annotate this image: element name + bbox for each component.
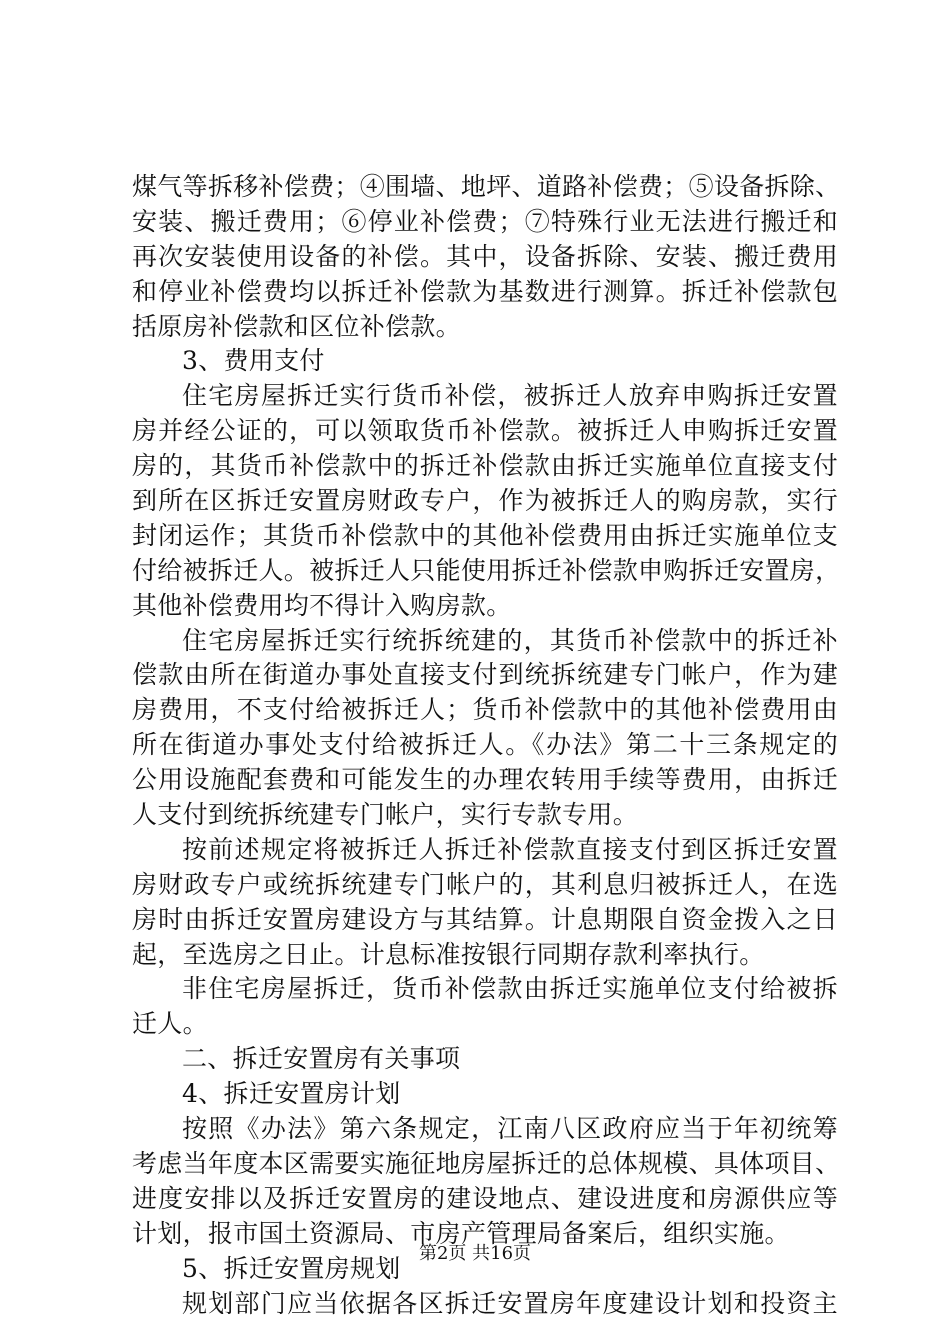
text-line: 煤气等拆移补偿费；④围墙、地坪、道路补偿费；⑤设备拆除、 bbox=[132, 172, 841, 201]
text-line: 房的，其货币补偿款中的拆迁补偿款由拆迁实施单位直接支付 bbox=[132, 451, 838, 481]
text-line: 偿款由所在街道办事处直接支付到统拆统建专门帐户，作为建 bbox=[132, 660, 838, 690]
text-line: 括原房补偿款和区位补偿款。 bbox=[132, 311, 461, 341]
text-line: 住宅房屋拆迁实行统拆统建的，其货币补偿款中的拆迁补 bbox=[182, 625, 838, 655]
text-line: 人支付到统拆统建专门帐户，实行专款专用。 bbox=[132, 800, 639, 830]
text-line: 计划，报市国土资源局、市房产管理局备案后，组织实施。 bbox=[132, 1218, 790, 1248]
text-line: 房费用，不支付给被拆迁人；货币补偿款中的其他补偿费用由 bbox=[132, 695, 838, 725]
text-line: 和停业补偿费均以拆迁补偿款为基数进行测算。拆迁补偿款包 bbox=[132, 276, 838, 306]
text-line: 进度安排以及拆迁安置房的建设地点、建设进度和房源供应等 bbox=[132, 1183, 838, 1213]
text-line: 规划部门应当依据各区拆迁安置房年度建设计划和投资主 bbox=[182, 1288, 838, 1318]
text-line: 考虑当年度本区需要实施征地房屋拆迁的总体规模、具体项目、 bbox=[132, 1148, 841, 1178]
text-line: 房财政专户或统拆统建专门帐户的，其利息归被拆迁人，在选 bbox=[132, 869, 838, 899]
text-line: 按前述规定将被拆迁人拆迁补偿款直接支付到区拆迁安置 bbox=[182, 834, 838, 864]
text-line: 二、拆迁安置房有关事项 bbox=[182, 1044, 461, 1074]
text-line: 再次安装使用设备的补偿。其中，设备拆除、安装、搬迁费用 bbox=[132, 241, 838, 271]
text-line: 4、拆迁安置房计划 bbox=[182, 1079, 401, 1109]
text-line: 非住宅房屋拆迁，货币补偿款由拆迁实施单位支付给被拆 bbox=[182, 974, 838, 1004]
text-line: 安装、搬迁费用；⑥停业补偿费；⑦特殊行业无法进行搬迁和 bbox=[132, 206, 838, 236]
text-line: 公用设施配套费和可能发生的办理农转用手续等费用，由拆迁 bbox=[132, 765, 838, 795]
text-line: 其他补偿费用均不得计入购房款。 bbox=[132, 590, 512, 620]
page-footer: 第2页 共16页 bbox=[418, 1243, 532, 1264]
text-line: 5、拆迁安置房规划 bbox=[182, 1253, 401, 1283]
text-line: 封闭运作；其货币补偿款中的其他补偿费用由拆迁实施单位支 bbox=[132, 520, 838, 550]
text-line: 到所在区拆迁安置房财政专户，作为被拆迁人的购房款，实行 bbox=[132, 486, 838, 516]
text-line: 起，至选房之日止。计息标准按银行同期存款利率执行。 bbox=[132, 939, 765, 969]
text-line: 房时由拆迁安置房建设方与其结算。计息期限自资金拨入之日 bbox=[132, 904, 838, 934]
text-line: 所在街道办事处支付给被拆迁人。《办法》第二十三条规定的 bbox=[132, 730, 838, 760]
text-line: 住宅房屋拆迁实行货币补偿，被拆迁人放弃申购拆迁安置 bbox=[182, 381, 838, 411]
document-body bbox=[132, 170, 841, 1321]
text-line: 迁人。 bbox=[132, 1009, 208, 1039]
text-line: 按照《办法》第六条规定，江南八区政府应当于年初统筹 bbox=[182, 1114, 838, 1144]
text-line: 房并经公证的，可以领取货币补偿款。被拆迁人申购拆迁安置 bbox=[132, 416, 838, 446]
text-line: 3、费用支付 bbox=[182, 346, 325, 376]
text-line: 付给被拆迁人。被拆迁人只能使用拆迁补偿款申购拆迁安置房， bbox=[132, 555, 841, 585]
